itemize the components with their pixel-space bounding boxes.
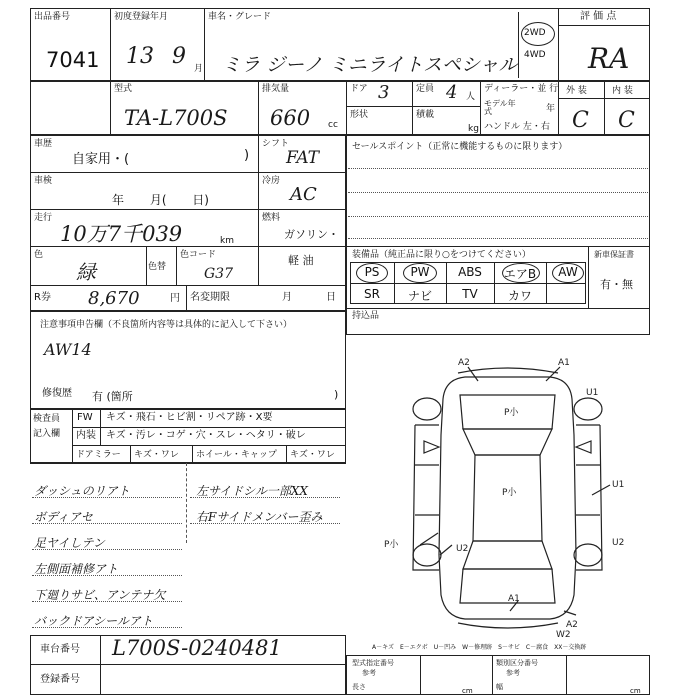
equipment-leather: カワ (507, 289, 532, 303)
diagram-mark-p-hood: P小 (504, 408, 519, 418)
diagram-mark-w2: W2 (556, 630, 571, 640)
shift-value: FAT (286, 148, 320, 168)
chassis-number-value: L700S-0240481 (112, 636, 282, 660)
fuel-value-diesel: 軽 油 (288, 254, 314, 267)
exterior-label: 外 装 (566, 86, 587, 96)
note-back-door-seal: バックドアシールアト (34, 614, 153, 628)
equipment-pw: PW (410, 265, 430, 279)
score-value: RA (588, 42, 630, 75)
note-left-side-sill: 左サイドシル一部XX (196, 484, 308, 498)
diagram-mark-p-left: P小 (384, 540, 399, 550)
sales-block (346, 135, 650, 335)
door-mirror-label: ドアミラー (76, 450, 121, 460)
color-code-label: 色コード (180, 250, 217, 260)
four-wd-label: 4WD (524, 50, 546, 60)
color-value: 緑 (76, 260, 96, 284)
equipment-airbag: エアB (503, 267, 537, 281)
name-change-label: 名変期限 (190, 292, 230, 303)
windshield-label: FW (77, 412, 93, 423)
length-label: 長さ (352, 683, 366, 691)
note-underbody-rust: 下廻りサビ、アンテナ欠 (34, 588, 166, 602)
inspection-value: 年 月( 日) (112, 193, 209, 207)
door-mirror-items: キズ・ワレ (134, 450, 179, 460)
person-unit: 人 (466, 92, 476, 102)
year-unit: 年 (546, 104, 556, 114)
equipment-abs: ABS (458, 265, 482, 279)
lot-number-label: 出品番号 (34, 12, 71, 22)
name-change-day: 日 (326, 292, 336, 303)
damage-legend: A－キズ E－エクボ U－凹み W－修理跡 S－サビ C－腐食 XX－交換跡 (372, 644, 587, 651)
shape-label: 形状 (350, 110, 369, 120)
diagram-mark-u2-right: U2 (612, 538, 625, 548)
interior-condition-items: キズ・汚レ・コゲ・穴・スレ・ヘタリ・破レ (106, 430, 306, 441)
first-registration-month: 9 (172, 44, 186, 69)
repair-history-paren: ) (334, 388, 339, 401)
note-foot-stain: 足ヤイしテン (34, 536, 105, 550)
equipment-sr: SR (364, 287, 380, 301)
windshield-items: キズ・飛石・ヒビ割・リペア跡・X要 (106, 412, 273, 423)
inspector-label-2: 記入欄 (33, 429, 61, 439)
registration-number-label: 登録番号 (40, 674, 80, 685)
usage-label: 車歴 (34, 139, 53, 149)
inspection-label: 車検 (34, 176, 53, 186)
equipment-label: 装備品（純正品に限り○をつけてください） (352, 250, 531, 260)
equipment-pw-circle (403, 263, 437, 283)
recycle-label: R券 (34, 292, 51, 303)
handle-label: ハンドル 左・右 (484, 122, 550, 132)
cc-unit: cc (328, 120, 338, 130)
equipment-airbag-circle (502, 263, 540, 283)
displacement-value: 660 (270, 106, 311, 130)
diagram-mark-a1-rear: A1 (508, 594, 520, 604)
yen-unit: 円 (170, 293, 180, 304)
equipment-aw-circle (552, 263, 584, 283)
color-code-value: G37 (204, 266, 233, 282)
warranty-label: 新車保証書 (594, 250, 634, 259)
equipment-ps-circle (356, 263, 388, 283)
color-change-label: 色替 (148, 262, 167, 272)
two-wd-label: 2WD (524, 28, 546, 38)
chassis-number-label: 車台番号 (40, 644, 80, 655)
repair-history-value: 有 (箇所 (92, 390, 133, 403)
caution-value: AW14 (44, 340, 92, 359)
extra-items-label: 持込品 (352, 311, 380, 321)
note-left-side-repair: 左側面補修アト (34, 562, 119, 576)
equipment-tv: TV (462, 287, 478, 301)
capacity-label: 定員 (416, 84, 435, 94)
name-grade-label: 車名・グレード (208, 12, 272, 22)
width-unit: cm (630, 687, 641, 695)
lot-number: 7041 (46, 48, 100, 72)
diagram-mark-u1-hood: U1 (586, 388, 599, 398)
sales-point-label: セールスポイント（正常に機能するものに限ります） (352, 142, 568, 152)
door-label: ドア (350, 84, 368, 94)
kg-unit: kg (468, 124, 479, 134)
name-change-month: 月 (282, 292, 292, 303)
diagram-mark-a2-rear: A2 (566, 620, 578, 630)
class-number-ref: 参考 (506, 669, 520, 677)
note-dash-trace: ダッシュのリアト (34, 484, 130, 498)
repair-history-label: 修復歴 (42, 388, 72, 399)
note-body-assy: ボディアセ (34, 510, 93, 524)
load-label: 積載 (416, 110, 435, 120)
exterior-grade: C (572, 108, 589, 133)
width-label: 幅 (496, 683, 503, 691)
first-registration-year: 13 (126, 44, 154, 69)
diagram-mark-a1-front: A1 (558, 358, 570, 368)
class-number-label: 類別区分番号 (496, 659, 538, 667)
interior-condition-label: 内装 (76, 430, 96, 441)
equipment-navi: ナビ (407, 289, 432, 303)
shift-label: シフト (262, 139, 290, 149)
model-label: 型式 (114, 84, 133, 94)
km-unit: km (220, 236, 234, 246)
mileage-value: 10万7千039 (60, 222, 183, 246)
dealer-label: ディーラー・並 行 (484, 84, 559, 94)
month-unit: 月 (194, 64, 204, 74)
first-registration-label: 初度登録年月 (114, 12, 169, 22)
ac-label: 冷房 (262, 176, 281, 186)
wheel-cap-items: キズ・ワレ (290, 450, 335, 460)
usage-value: 自家用・( (72, 152, 130, 167)
recycle-value: 8,670 (88, 288, 140, 309)
type-designation-label: 型式指定番号 (352, 659, 394, 667)
car-damage-diagram (380, 355, 650, 640)
equipment-aw: AW (558, 265, 578, 279)
name-grade-value: ミラ ジーノ ミニライトスペシャル (222, 54, 518, 76)
inspector-label-1: 検査員 (33, 414, 61, 424)
note-right-side-member: 右Fサイドメンバー歪み (196, 510, 323, 524)
fuel-label: 燃料 (262, 213, 281, 223)
displacement-label: 排気量 (262, 84, 290, 94)
equipment-ps: PS (364, 265, 380, 279)
type-designation-ref: 参考 (362, 669, 376, 677)
usage-paren: ) (244, 148, 250, 163)
model-year-label: モデル年式 (484, 99, 516, 116)
model-value: TA-L700S (124, 106, 228, 130)
interior-label: 内 装 (612, 86, 633, 96)
interior-grade: C (618, 108, 635, 133)
capacity-value: 4 (446, 82, 458, 103)
length-unit: cm (462, 687, 473, 695)
wheel-cap-label: ホイール・キャップ (196, 450, 277, 460)
diagram-mark-p-roof: P小 (502, 488, 517, 498)
diagram-mark-u1-right: U1 (612, 480, 625, 490)
color-label: 色 (34, 250, 44, 260)
door-value: 3 (378, 82, 390, 103)
diagram-mark-u2-left: U2 (456, 544, 469, 554)
mileage-label: 走行 (34, 213, 53, 223)
caution-label: 注意事項申告欄（不良箇所内容等は具体的に記入して下さい） (40, 320, 293, 330)
fuel-value: ガソリン・ (284, 228, 339, 241)
diagram-mark-a2-front: A2 (458, 358, 470, 368)
ac-value: AC (290, 184, 317, 205)
score-label: 評 価 点 (580, 11, 617, 22)
warranty-value: 有・無 (600, 278, 633, 291)
